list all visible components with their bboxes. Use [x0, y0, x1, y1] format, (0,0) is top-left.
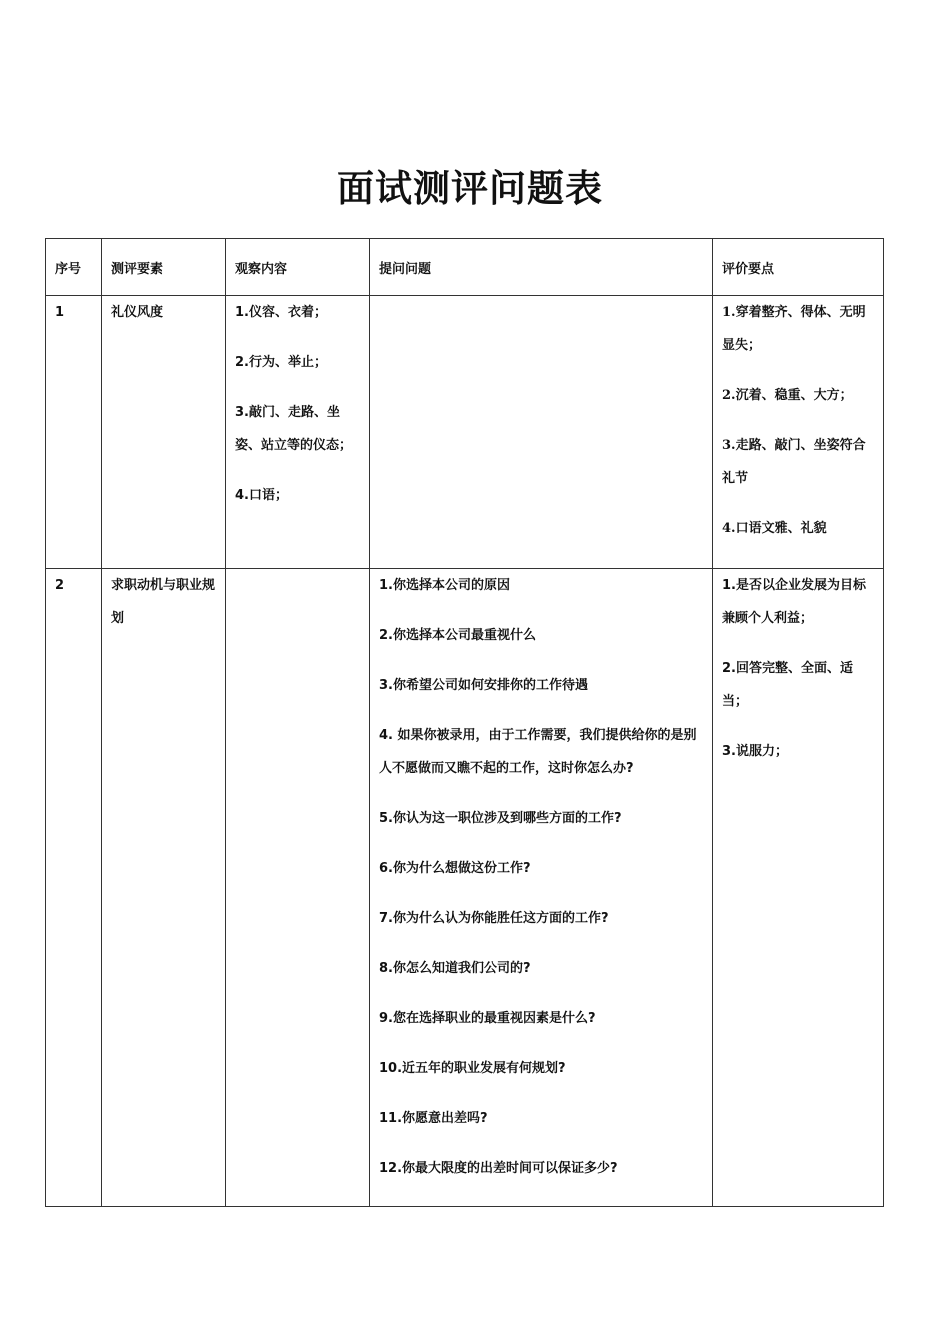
row-observe: [226, 569, 370, 1207]
observe-item: 1.仪容、衣着；: [235, 305, 327, 320]
row-points: [713, 569, 884, 1207]
question-item: 7.你为什么认为你能胜任这方面的工作?: [379, 911, 609, 926]
table-row: [46, 296, 884, 569]
row-points: [713, 296, 884, 569]
question-item: 11.你愿意出差吗?: [379, 1111, 488, 1126]
point-item: 2.回答完整、全面、适当；: [722, 661, 853, 709]
question-item: 4. 如果你被录用，由于工作需要，我们提供给你的是别人不愿做而又瞧不起的工作，这时你怎么办?: [379, 728, 697, 776]
header-questions: 提问问题: [370, 239, 713, 296]
question-item: 6.你为什么想做这份工作?: [379, 861, 531, 876]
point-item: 3.说服力；: [722, 744, 788, 759]
question-item: 3.你希望公司如何安排你的工作待遇: [379, 678, 588, 693]
table-row: [46, 569, 884, 1207]
point-item: 1.是否以企业发展为目标兼顾个人利益；: [722, 578, 866, 626]
question-item: 8.你怎么知道我们公司的?: [379, 961, 531, 976]
header-element: 测评要素: [102, 239, 226, 296]
question-item: 5.你认为这一职位涉及到哪些方面的工作?: [379, 811, 622, 826]
header-no: 序号: [46, 239, 102, 296]
row-element: 求职动机与职业规划: [102, 569, 226, 1207]
point-item: 2.沉着、稳重、大方；: [722, 388, 853, 403]
question-item: 10.近五年的职业发展有何规划?: [379, 1061, 566, 1076]
question-item: 2.你选择本公司最重视什么: [379, 628, 536, 643]
question-item: 9.您在选择职业的最重视因素是什么?: [379, 1011, 596, 1026]
point-item: 4.口语文雅、礼貌: [722, 521, 827, 536]
observe-item: 3.敲门、走路、坐姿、站立等的仪态；: [235, 405, 353, 453]
page-title: 面试测评问题表: [337, 167, 603, 210]
header-observe: 观察内容: [226, 239, 370, 296]
header-points: 评价要点: [713, 239, 884, 296]
row-questions: [370, 296, 713, 569]
row-observe: [226, 296, 370, 569]
question-item: 12.你最大限度的出差时间可以保证多少?: [379, 1161, 618, 1176]
row-element: 礼仪风度: [102, 296, 226, 569]
table-header-row: [46, 239, 884, 296]
point-item: 3.走路、敲门、坐姿符合礼节: [722, 438, 866, 486]
evaluation-table: [45, 238, 884, 1207]
row-number: 1: [46, 296, 102, 569]
row-questions: [370, 569, 713, 1207]
question-item: 1.你选择本公司的原因: [379, 578, 510, 593]
observe-item: 4.口语；: [235, 488, 288, 503]
row-number: 2: [46, 569, 102, 1207]
observe-item: 2.行为、举止；: [235, 355, 327, 370]
point-item: 1.穿着整齐、得体、无明显失；: [722, 305, 866, 353]
